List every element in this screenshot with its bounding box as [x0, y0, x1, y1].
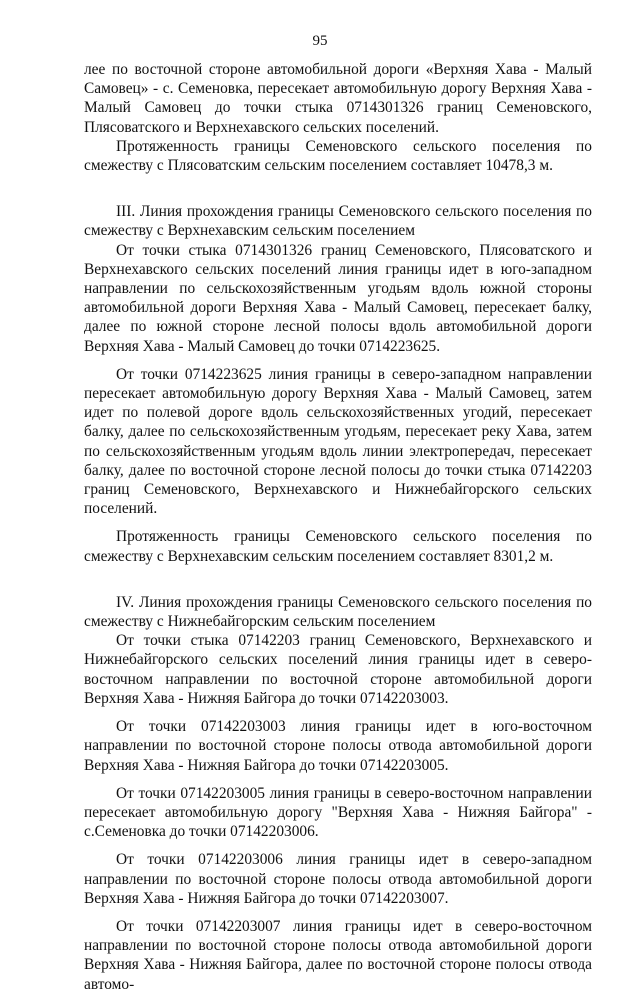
section-heading-iii: III. Линия прохождения границы Семеновского сельского поселения по смежеству с Верхнехавским сельским поселением — [84, 203, 592, 240]
document-body — [84, 60, 592, 994]
paragraph-length-verkhnekhavskoe: Протяженность границы Семеновского сельского поселения по смежеству с Верхнехавским сельским поселением составляет 8301,2 м. — [84, 528, 592, 565]
page-number: 95 — [312, 33, 328, 49]
paragraph-point-07142203005: От точки 07142203005 линия границы в северо-восточном направлении пересекает автомобильную дорогу "Верхняя Хава - Нижняя Байгора" - с.Семеновка до точки 07142203006. — [84, 784, 592, 841]
paragraph-point-0714223625: От точки 0714223625 линия границы в северо-западном направлении пересекает автомобильную дорогу Верхняя Хава - Малый Самовец, затем идет по полевой дороге вдоль сельскохозяйственных угодий, пересекает балку, далее по сельскохозяйственным угодьям, пересекает реку Хава, затем по сельскохозяйственным угодьям вдоль линии электропередач, пересекает балку, далее по восточной стороне лесной полосы до точки стыка 07142203 границ Семеновского, Верхнехавского и Нижнебайгорского сельских поселений. — [84, 365, 592, 518]
paragraph-point-0714301326: От точки стыка 0714301326 границ Семеновского, Плясоватского и Верхнехавского сельских поселений линия границы идет в юго-западном направлении по сельскохозяйственным угодьям вдоль южной стороны автомобильной дороги Верхняя Хава - Малый Самовец, пересекает балку, далее по южной стороне лесной полосы вдоль автомобильной дороги Верхняя Хава - Малый Самовец до точки 0714223625. — [84, 241, 592, 355]
paragraph-point-07142203003: От точки 07142203003 линия границы идет в юго-восточном направлении по восточной стороне полосы отвода автомобильной дороги Верхняя Хава - Нижняя Байгора до точки 07142203005. — [84, 718, 592, 774]
paragraph-point-07142203007: От точки 07142203007 линия границы идет в северо-восточном направлении по восточной стороне полосы отвода автомобильной дороги Верхняя Хава - Нижняя Байгора, далее по восточной стороне полосы отвода автомо- — [84, 917, 592, 993]
section-heading-iv: IV. Линия прохождения границы Семеновского сельского поселения по смежеству с Нижнебайгорским сельским поселением — [84, 593, 592, 631]
paragraph-point-07142203: От точки стыка 07142203 границ Семеновского, Верхнехавского и Нижнебайгорского сельских поселений линия границы идет в северо-восточном направлении по восточной стороне автомобильной дороги Верхняя Хава - Нижняя Байгора до точки 07142203003. — [84, 632, 592, 707]
paragraph-continuation: лее по восточной стороне автомобильной дороги «Верхняя Хава - Малый Самовец» - с. Семеновка, пересекает автомобильную дорогу Верхняя Хава - Малый Самовец до точки стыка 0714301326 границ Семеновского, Плясоватского и Верхнехавского сельских поселений. — [84, 61, 592, 136]
paragraph-point-07142203006: От точки 07142203006 линия границы идет в северо-западном направлении по восточной стороне полосы отвода автомобильной дороги Верхняя Хава - Нижняя Байгора до точки 07142203007. — [84, 851, 592, 907]
paragraph-length-plyasovatskoe: Протяженность границы Семеновского сельского поселения по смежеству с Плясоватским сельским поселением составляет 10478,3 м. — [84, 137, 592, 175]
